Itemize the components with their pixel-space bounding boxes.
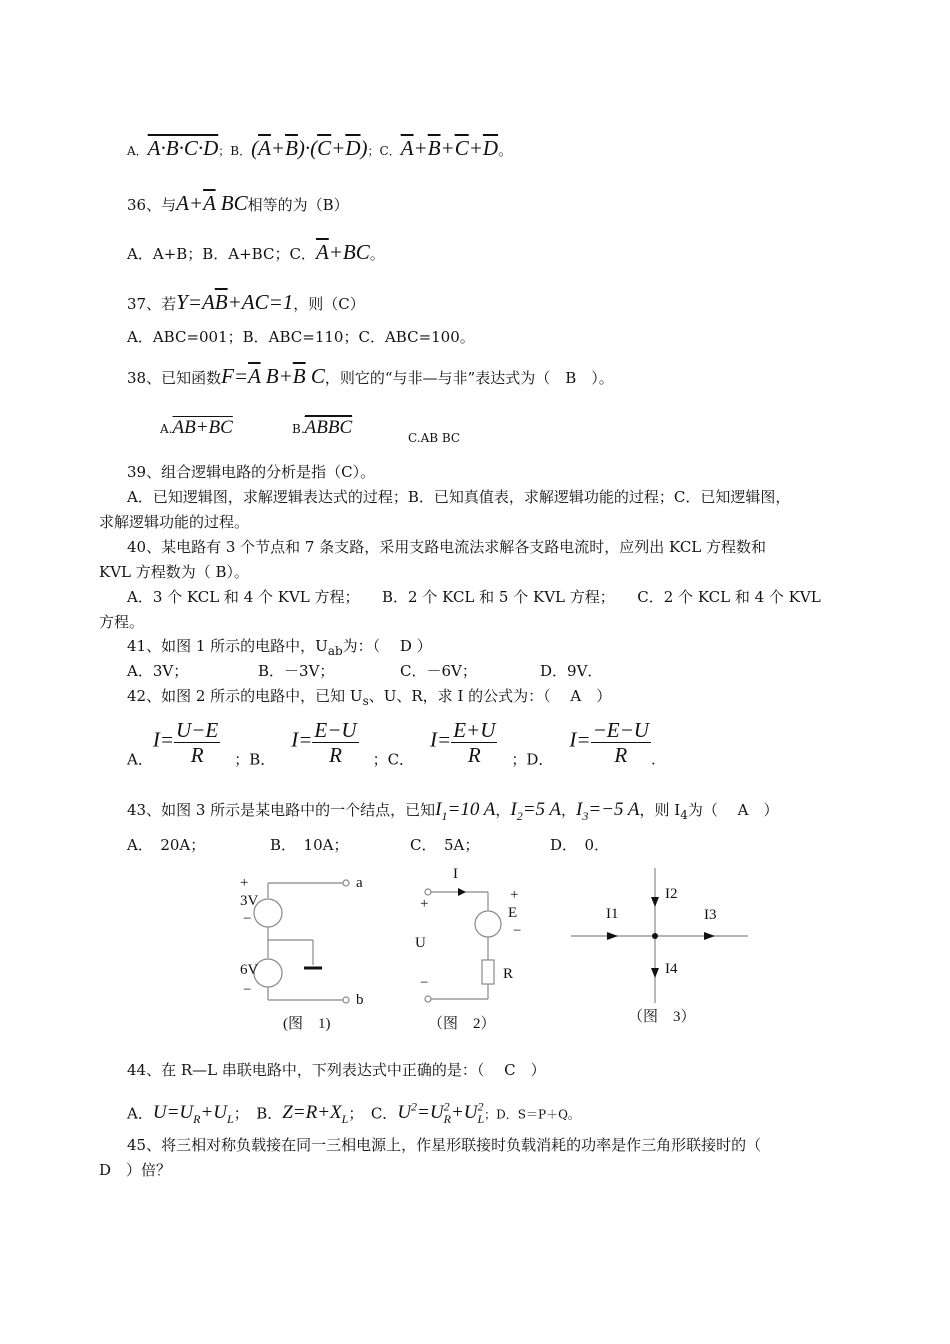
q41-opt-c: C．－6V；	[400, 662, 477, 680]
fig3-i2: I2	[665, 886, 678, 902]
fig1-b: b	[356, 992, 364, 1008]
q38-option-b: B.ABBC	[292, 417, 353, 438]
figure-3-node	[571, 868, 748, 1003]
figure-1-circuit	[254, 880, 349, 1003]
expr-c: $\overline{A}+\overline{B}+\overline{C}+\overline{D}$	[400, 136, 499, 160]
q37-options: A．ABC=001；B．ABC=110；C．ABC=100。	[127, 328, 475, 346]
fig1-caption: (图 1)	[283, 1016, 331, 1032]
q41-opt-d: D．9V．	[540, 662, 603, 680]
q37-stem: 37、若$Y=A\overline{B}+AC=1$，则（C）	[127, 290, 365, 314]
figure-2-circuit	[425, 889, 501, 1002]
q36-options: A．A+B；B．A+BC；C．$\overline{A}+BC$。	[127, 240, 385, 264]
fig3-i1: I1	[606, 906, 619, 922]
q39-options: A．已知逻辑图，求解逻辑表达式的过程；B．已知真值表，求解逻辑功能的过程；C．已知逻辑图，	[127, 488, 791, 506]
q42-stem: 42、如图 2 所示的电路中，已知 $U_s$、U、R，求 I 的公式为：（ A ）	[127, 687, 612, 708]
expr-b: $(\overline{A}+\overline{B})\cdot(\overline{C}+\overline{D})$	[251, 136, 368, 160]
fig2-i: I	[453, 866, 458, 882]
q44-stem: 44、在 R—L 串联电路中，下列表达式中正确的是：（ C ）	[127, 1061, 546, 1079]
q43-stem: 43、如图 3 所示是某电路中的一个结点，已知$I_1=10$ A，$I_2=5$ A，$I_3=-5$ A，则 $I_4$为（ A ）	[127, 799, 779, 823]
fig1-3v: 3V	[240, 893, 259, 909]
q41-stem: 41、如图 1 所示的电路中，$U_{ab}$为：（ D ）	[127, 637, 432, 658]
fig1-6v: 6V	[240, 962, 259, 978]
fig3-caption: （图 3）	[628, 1009, 696, 1025]
q38-options: A.AB+BC	[160, 417, 233, 438]
fig2-eminus: −	[513, 923, 522, 939]
fig1-minus2: −	[243, 982, 252, 998]
q40-stem-cont: KVL 方程数为（ B）。	[99, 563, 250, 581]
fig1-a: a	[356, 875, 363, 891]
q43-opt-a: A． 20A；	[127, 836, 206, 854]
fig3-i4: I4	[665, 961, 678, 977]
fig2-u: U	[415, 935, 426, 951]
fig1-plus: +	[240, 875, 249, 891]
q38-stem: 38、已知函数$F=\overline{A}$ $B+\overline{B}$ C，则它的“与非—与非”表达式为（ B ）。	[127, 364, 614, 388]
q39-stem: 39、组合逻辑电路的分析是指（C）。	[127, 463, 376, 481]
q42-options: A．I= $\frac{U-E}{R}$ ；B．I= $\frac{E-U}{R}$ ；C．I= $\frac{E+U}{R}$ ；D．I= $\frac{-E-U}{R}$ .	[127, 718, 656, 769]
fig2-minus: −	[420, 975, 429, 991]
fig2-eplus: +	[510, 887, 519, 903]
fig2-r: R	[503, 966, 514, 982]
q40-options: A．3 个 KCL 和 4 个 KVL 方程； B．2 个 KCL 和 5 个 KVL 方程； C．2 个 KCL 和 4 个 KVL	[127, 588, 821, 606]
q43-opt-d: D． 0．	[550, 836, 610, 854]
q43-opt-b: B． 10A；	[270, 836, 349, 854]
expr-a: A·B·C·D	[147, 136, 219, 160]
fig2-e: E	[508, 905, 518, 921]
fig2-plus: +	[420, 896, 429, 912]
fig1-minus1: −	[243, 911, 252, 927]
q45-stem: 45、将三相对称负载接在同一三相电源上，作星形联接时负载消耗的功率是作三角形联接时的（	[127, 1136, 762, 1154]
q45-stem-cont: D ）倍？	[99, 1161, 172, 1179]
q40-options-cont: 方程。	[99, 613, 145, 631]
q38-option-c: C.AB BC	[408, 431, 461, 445]
q35-options: A．A·B·C·D；B．$(\overline{A}+\overline{B})\cdot(\overline{C}+\overline{D})$；C．$\overline{A}+\overline{B}+\overline{C}+\overline{D}$。	[127, 136, 514, 160]
q39-options-cont: 求解逻辑功能的过程。	[99, 513, 250, 531]
q44-options: A．$U=U_R+U_L$； B．$Z=R+X_L$； C．$U^2=U^2_R+U^2_L$；D．S＝P＋Q。	[127, 1100, 580, 1127]
q40-stem: 40、某电路有 3 个节点和 7 条支路，采用支路电流法求解各支路电流时，应列出 KCL 方程数和	[127, 538, 767, 556]
q43-opt-c: C． 5A；	[410, 836, 480, 854]
fig3-i3: I3	[704, 907, 717, 923]
q41-opt-b: B．－3V；	[258, 662, 335, 680]
fig2-caption: （图 2）	[428, 1016, 496, 1032]
q36-stem: 36、与$A+\overline{A}$ BC相等的为（B）	[127, 191, 349, 215]
q41-opt-a: A．3V；	[127, 662, 189, 680]
